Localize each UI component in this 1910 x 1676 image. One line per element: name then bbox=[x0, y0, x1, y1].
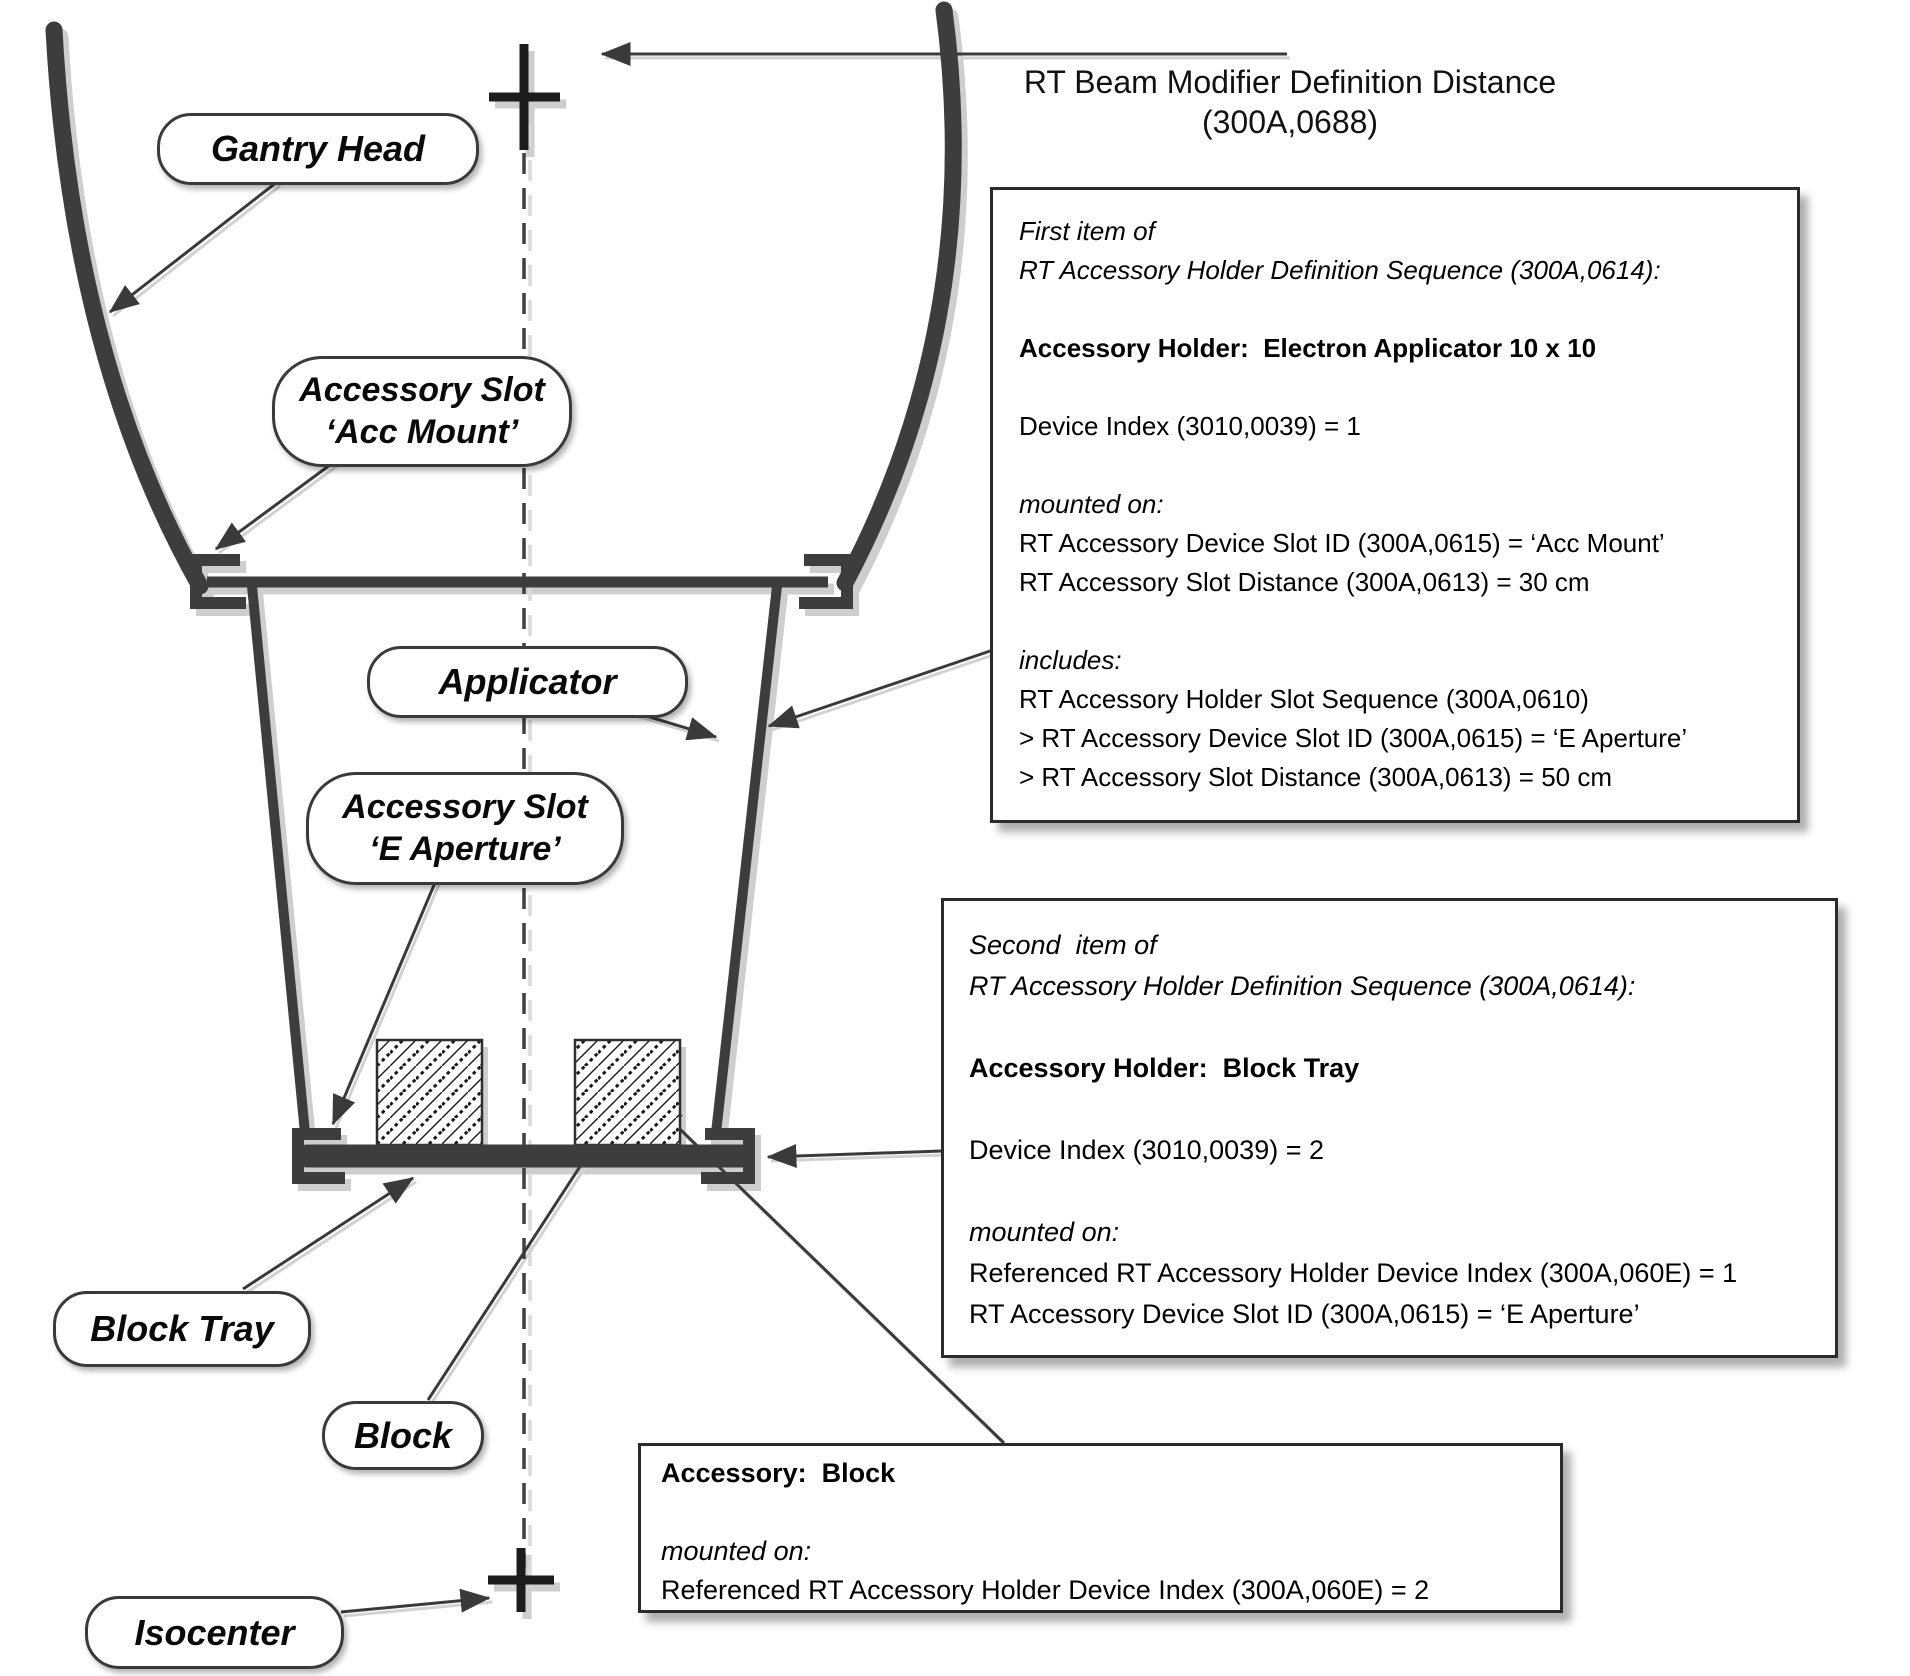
second-item-definition-box bbox=[941, 898, 1838, 1358]
block-tray-label bbox=[53, 1291, 311, 1367]
blank-line bbox=[661, 1493, 1560, 1532]
acc-mount-slot-arrow bbox=[216, 462, 334, 549]
info-box-line: RT Accessory Holder Definition Sequence (300A,0614): bbox=[969, 971, 1636, 1001]
block-tray-label-text: Block Tray bbox=[90, 1308, 274, 1350]
info-box-line: Referenced RT Accessory Holder Device Index (300A,060E) = 1 bbox=[969, 1258, 1738, 1288]
info-box-line: Device Index (3010,0039) = 2 bbox=[969, 1135, 1324, 1165]
info-box-line: Accessory Holder: Block Tray bbox=[969, 1053, 1360, 1083]
info-box-line: RT Accessory Device Slot ID (300A,0615) = ‘Acc Mount’ bbox=[1019, 528, 1665, 558]
isocenter-label bbox=[85, 1596, 344, 1669]
info-box-line: Accessory Holder: Electron Applicator 10 x 10 bbox=[1019, 333, 1597, 363]
e-aperture-label-line1: Accessory Slot bbox=[342, 788, 588, 827]
block-left-hatched bbox=[377, 1040, 482, 1145]
isocenter-label-text: Isocenter bbox=[134, 1611, 295, 1653]
info-box-line: includes: bbox=[1019, 645, 1122, 675]
info-box-line: RT Accessory Device Slot ID (300A,0615) = ‘E Aperture’ bbox=[969, 1299, 1640, 1329]
accessory-slot-acc-mount-label bbox=[272, 356, 572, 467]
info-box-line: Second item of bbox=[969, 930, 1157, 960]
info-box-line: mounted on: bbox=[969, 1217, 1120, 1247]
info-box-line: mounted on: bbox=[1019, 489, 1164, 519]
block-right-hatched bbox=[575, 1040, 680, 1145]
acc-mount-label-line1: Accessory Slot bbox=[299, 371, 545, 410]
block-label bbox=[322, 1401, 484, 1470]
info-box-line: First item of bbox=[1019, 216, 1155, 246]
e-aperture-label-line2: ‘E Aperture’ bbox=[369, 829, 561, 868]
info-box-line: mounted on: bbox=[661, 1536, 812, 1566]
info-box-line: RT Accessory Slot Distance (300A,0613) = 30 cm bbox=[1019, 567, 1590, 597]
gantry-head-left-arc bbox=[54, 30, 200, 586]
first-item-definition-box bbox=[990, 187, 1800, 823]
blank-line bbox=[969, 1089, 1835, 1130]
first-item-box-arrow bbox=[769, 649, 996, 726]
info-box-line: > RT Accessory Slot Distance (300A,0613) = 50 cm bbox=[1019, 762, 1612, 792]
info-box-line: RT Accessory Holder Slot Sequence (300A,0610) bbox=[1019, 684, 1589, 714]
blank-line bbox=[969, 1007, 1835, 1048]
applicator-label bbox=[367, 646, 688, 718]
title-line2: (300A,0688) bbox=[1201, 104, 1379, 140]
blank-line bbox=[1019, 602, 1797, 641]
info-box-line: RT Accessory Holder Definition Sequence (300A,0614): bbox=[1019, 255, 1661, 285]
acc-mount-label-line2: ‘Acc Mount’ bbox=[325, 412, 519, 451]
gantry-head-label-text: Gantry Head bbox=[210, 128, 426, 170]
blank-line bbox=[969, 1171, 1835, 1212]
accessory-slot-e-aperture-label bbox=[306, 772, 624, 885]
block-label-text: Block bbox=[353, 1414, 453, 1456]
blank-line bbox=[1019, 446, 1797, 485]
applicator-side-left bbox=[252, 586, 305, 1133]
gantry-head-arrow bbox=[110, 182, 277, 312]
title-line1: RT Beam Modifier Definition Distance bbox=[1023, 64, 1557, 100]
applicator-label-text: Applicator bbox=[438, 661, 617, 703]
info-box-line: > RT Accessory Device Slot ID (300A,0615) = ‘E Aperture’ bbox=[1019, 723, 1688, 753]
applicator-side-right bbox=[716, 586, 777, 1133]
blank-line bbox=[1019, 368, 1797, 407]
info-box-line: Device Index (3010,0039) = 1 bbox=[1019, 411, 1361, 441]
info-box-line: Referenced RT Accessory Holder Device Index (300A,060E) = 2 bbox=[661, 1575, 1430, 1605]
isocenter-crosshair bbox=[488, 1548, 554, 1612]
blank-line bbox=[1019, 290, 1797, 329]
block-tray-arrow bbox=[243, 1178, 413, 1289]
beam-source-crosshair bbox=[489, 44, 560, 150]
info-box-line: Accessory: Block bbox=[661, 1458, 896, 1488]
accessory-block-box bbox=[638, 1443, 1563, 1613]
gantry-head-label bbox=[157, 113, 479, 185]
beam-modifier-distance-title bbox=[1000, 62, 1580, 142]
